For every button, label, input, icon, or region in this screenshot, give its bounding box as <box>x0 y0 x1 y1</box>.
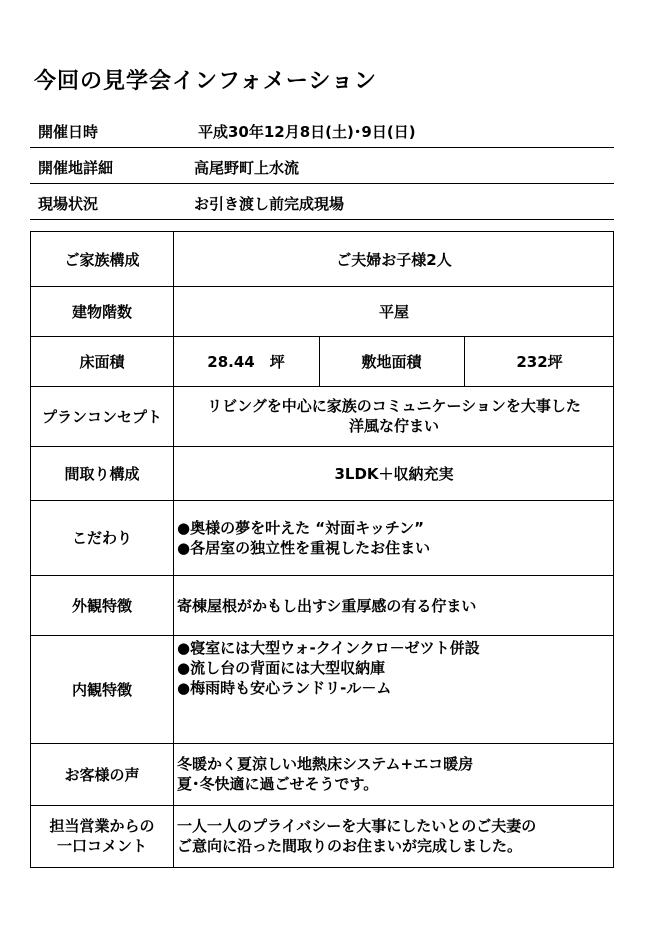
voice-value <box>173 743 615 805</box>
exterior-label: 外観特徴 <box>71 596 132 615</box>
floors-label: 建物階数 <box>71 302 132 321</box>
exterior-value: 寄棟屋根がかもし出すシ重厚感の有る佇まい <box>177 596 477 615</box>
concept-value <box>173 386 615 446</box>
kodawari-line: ●各居室の独立性を重視したお住まい <box>177 538 431 557</box>
interior-line: ●寝室には大型ウォ-クインクロ－ゼツト併設 <box>177 639 480 657</box>
floor-area-label: 床面積 <box>79 352 125 371</box>
comment-value <box>173 805 615 867</box>
details-table <box>30 231 614 868</box>
layout-label: 間取り構成 <box>64 464 140 483</box>
comment-label <box>31 805 173 867</box>
info-label: 開催地詳細 <box>38 159 114 177</box>
concept-line: 洋風な佇まい <box>348 417 439 435</box>
interior-line: ●流し台の背面には大型収納庫 <box>177 659 386 677</box>
kodawari-value <box>173 500 615 575</box>
info-row-status <box>30 185 614 220</box>
voice-line: 冬暖かく夏涼しい地熱床システム+エコ暖房 <box>177 755 474 773</box>
concept-label: プランコンセプト <box>41 407 162 426</box>
comment-label-line: 担当営業からの <box>49 817 155 835</box>
info-row-date <box>30 113 614 148</box>
voice-line: 夏･冬快適に過ごせそうです。 <box>177 775 379 793</box>
site-area-label: 敷地面積 <box>361 352 422 371</box>
info-value: 高尾野町上水流 <box>194 159 300 177</box>
interior-line: ●梅雨時も安心ランドリ-ル－ム <box>177 679 392 697</box>
info-label: 開催日時 <box>38 123 99 141</box>
comment-label-line: 一口コメント <box>56 837 147 855</box>
concept-line: リビングを中心に家族のコミュニケーションを大事した <box>207 397 581 415</box>
family-value: ご夫婦お子様2人 <box>336 250 452 269</box>
site-area-value: 232坪 <box>516 352 563 371</box>
comment-line: 一人一人のプライバシーを大事にしたいとのご夫妻の <box>177 817 537 835</box>
family-label: ご家族構成 <box>64 250 140 269</box>
kodawari-line: ●奥様の夢を叶えた “対面キッチン” <box>177 518 424 537</box>
interior-value <box>173 635 615 743</box>
voice-label: お客様の声 <box>64 765 140 784</box>
info-value: 平成30年12月8日(土)･9日(日) <box>198 123 416 141</box>
comment-line: ご意向に沿った間取りのお住まいが完成しました。 <box>177 837 523 855</box>
page-title: 今回の見学会インフォメーション <box>34 69 378 94</box>
info-value: お引き渡し前完成現場 <box>194 195 345 213</box>
info-row-location <box>30 149 614 184</box>
interior-label: 内観特徴 <box>71 680 132 699</box>
info-label: 現場状況 <box>38 195 99 213</box>
kodawari-label: こだわり <box>71 529 132 547</box>
floor-area-value: 28.44 坪 <box>207 352 285 371</box>
layout-value: 3LDK＋収納充実 <box>334 464 454 483</box>
floors-value: 平屋 <box>378 302 409 321</box>
